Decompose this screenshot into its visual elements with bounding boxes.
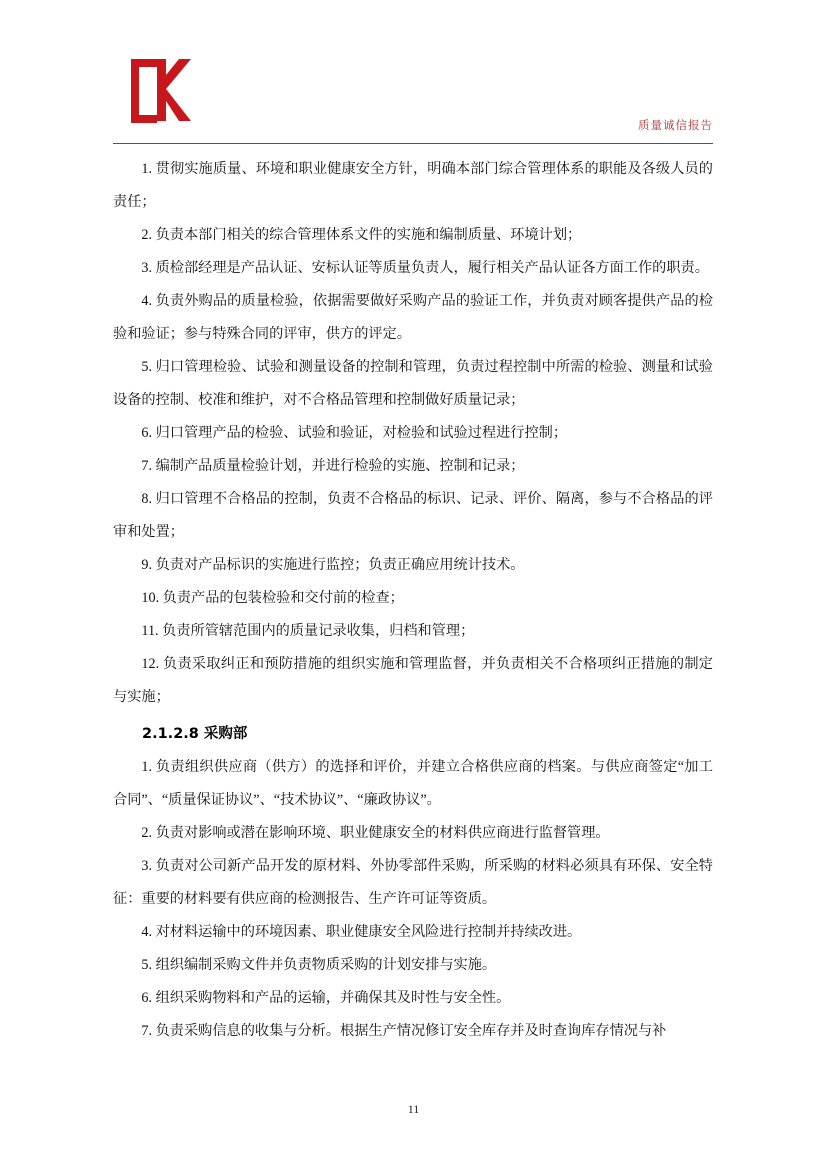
paragraph: 6. 组织采购物料和产品的运输，并确保其及时性与安全性。 bbox=[141, 990, 511, 1006]
paragraph: 9. 负责对产品标识的实施进行监控；负责正确应用统计技术。 bbox=[141, 557, 525, 573]
paragraph: 7. 负责采购信息的收集与分析。根据生产情况修订安全库存并及时查询库存情况与补 bbox=[141, 1023, 667, 1039]
page-content bbox=[113, 55, 713, 1048]
paragraph: 8. 归口管理不合格品的控制，负责不合格品的标识、记录、评价、隔离，参与不合格品的评审和处置； bbox=[113, 491, 713, 540]
paragraph: 4. 对材料运输中的环境因素、职业健康安全风险进行控制并持续改进。 bbox=[141, 924, 582, 940]
paragraph: 6. 归口管理产品的检验、试验和验证，对检验和试验过程进行控制； bbox=[141, 425, 568, 441]
ck-monogram-logo bbox=[121, 55, 199, 127]
page-number: 11 bbox=[407, 1102, 420, 1116]
paragraph: 5. 组织编制采购文件并负责物质采购的计划安排与实施。 bbox=[141, 957, 497, 973]
paragraph: 11. 负责所管辖范围内的质量记录收集，归档和管理； bbox=[141, 623, 475, 639]
section-heading: 2.1.2.8 采购部 bbox=[142, 726, 248, 742]
paragraph: 2. 负责本部门相关的综合管理体系文件的实施和编制质量、环境计划； bbox=[141, 227, 582, 243]
paragraph: 7. 编制产品质量检验计划，并进行检验的实施、控制和记录； bbox=[141, 458, 525, 474]
running-title: 质量诚信报告 bbox=[638, 120, 713, 132]
paragraph: 3. 质检部经理是产品认证、安标认证等质量负责人，履行相关产品认证各方面工作的职责。 bbox=[141, 260, 709, 276]
paragraph: 10. 负责产品的包装检验和交付前的检查； bbox=[141, 590, 404, 606]
paragraph: 5. 归口管理检验、试验和测量设备的控制和管理，负责过程控制中所需的检验、测量和试验设备的控制、校准和维护，对不合格品管理和控制做好质量记录； bbox=[113, 359, 713, 408]
paragraph: 3. 负责对公司新产品开发的原材料、外协零部件采购，所采购的材料必须具有环保、安全特征：重要的材料要有供应商的检测报告、生产许可证等资质。 bbox=[113, 858, 713, 907]
paragraph: 4. 负责外购品的质量检验，依据需要做好采购产品的验证工作，并负责对顾客提供产品的检验和验证；参与特殊合同的评审，供方的评定。 bbox=[113, 293, 713, 342]
paragraph: 1. 贯彻实施质量、环境和职业健康安全方针，明确本部门综合管理体系的职能及各级人员的责任； bbox=[113, 161, 713, 210]
paragraph: 2. 负责对影响或潜在影响环境、职业健康安全的材料供应商进行监督管理。 bbox=[141, 825, 610, 841]
page-header bbox=[113, 55, 713, 143]
document-body bbox=[113, 143, 713, 1048]
paragraph: 12. 负责采取纠正和预防措施的组织实施和管理监督，并负责相关不合格项纠正措施的制定与实施； bbox=[113, 656, 713, 705]
header-divider bbox=[113, 143, 713, 144]
paragraph: 1. 负责组织供应商（供方）的选择和评价，并建立合格供应商的档案。与供应商签定“加工合同”、“质量保证协议”、“技术协议”、“廉政协议”。 bbox=[113, 759, 713, 808]
